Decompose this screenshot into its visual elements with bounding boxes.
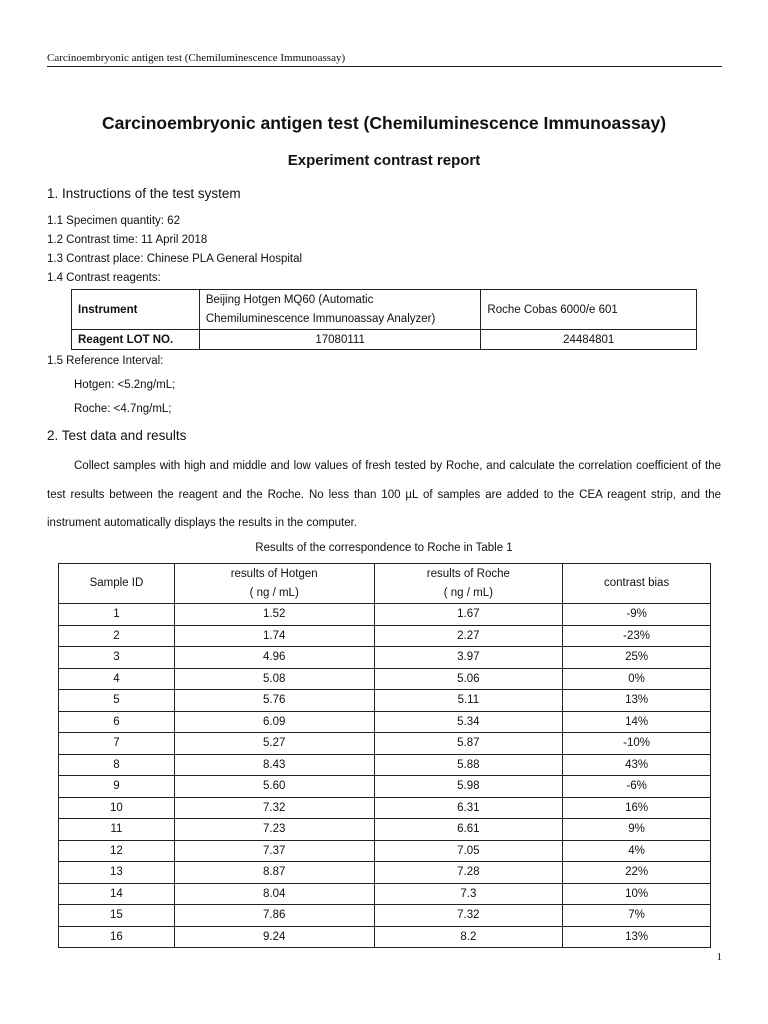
table-row [59,754,711,776]
cell-roche-result: 5.11 [374,690,563,712]
table-row [59,883,711,905]
cell-sample-id: 13 [59,862,175,884]
cell-sample-id: 15 [59,905,175,927]
header-sample-id: Sample ID [59,564,175,604]
cell-roche-result: 6.31 [374,797,563,819]
page-number: 1 [716,951,722,963]
cell-hotgen-result: 6.09 [174,711,374,733]
cell-contrast-bias: -23% [563,625,711,647]
hotgen-instrument-line2: Chemiluminescence Immunoassay Analyzer) [205,312,436,325]
cell-roche-result: 2.27 [374,625,563,647]
section-2-heading: 2. Test data and results [47,428,187,443]
table-row [59,690,711,712]
cell-hotgen-result: 8.87 [174,862,374,884]
cell-hotgen-result: 8.43 [174,754,374,776]
table-row [59,711,711,733]
table-row [59,668,711,690]
cell-sample-id: 12 [59,840,175,862]
cell-hotgen-result: 5.76 [174,690,374,712]
cell-roche-result: 3.97 [374,647,563,669]
cell-roche-result: 7.05 [374,840,563,862]
cell-contrast-bias: -10% [563,733,711,755]
cell-hotgen-result: 9.24 [174,926,374,948]
item-contrast-reagents: 1.4 Contrast reagents: [47,272,161,284]
header-roche [374,564,563,604]
cell-hotgen-result: 5.60 [174,776,374,798]
cell-contrast-bias: 10% [563,883,711,905]
roche-instrument: Roche Cobas 6000/e 601 [481,290,697,330]
cell-hotgen-result: 7.37 [174,840,374,862]
cell-hotgen-result: 7.86 [174,905,374,927]
cell-hotgen-result: 5.27 [174,733,374,755]
cell-contrast-bias: 43% [563,754,711,776]
cell-hotgen-result: 4.96 [174,647,374,669]
lot-label: Reagent LOT NO. [72,330,200,350]
cell-roche-result: 8.2 [374,926,563,948]
cell-hotgen-result: 7.32 [174,797,374,819]
cell-roche-result: 5.88 [374,754,563,776]
reference-hotgen: Hotgen: <5.2ng/mL; [74,379,176,391]
results-table-body [59,604,711,948]
cell-roche-result: 5.06 [374,668,563,690]
table-row [59,926,711,948]
table-row [59,733,711,755]
cell-sample-id: 1 [59,604,175,626]
cell-contrast-bias: 9% [563,819,711,841]
reference-interval-label: 1.5 Reference Interval: [47,355,164,367]
cell-sample-id: 14 [59,883,175,905]
section-1-heading: 1. Instructions of the test system [47,186,241,201]
item-contrast-time: 1.2 Contrast time: 11 April 2018 [47,234,208,246]
roche-lot: 24484801 [481,330,697,350]
cell-contrast-bias: 14% [563,711,711,733]
cell-contrast-bias: 13% [563,690,711,712]
cell-hotgen-result: 5.08 [174,668,374,690]
cell-contrast-bias: 22% [563,862,711,884]
cell-sample-id: 16 [59,926,175,948]
hotgen-lot: 17080111 [199,330,481,350]
table-row [59,840,711,862]
header-contrast-bias: contrast bias [563,564,711,604]
cell-contrast-bias: 4% [563,840,711,862]
cell-hotgen-result: 7.23 [174,819,374,841]
reagent-table-row-lot [72,330,697,350]
table-row [59,647,711,669]
header-roche-line2: ( ng / mL) [443,586,493,599]
table-row [59,625,711,647]
running-header: Carcinoembryonic antigen test (Chemiluminescence Immunoassay) [47,51,722,67]
cell-contrast-bias: 0% [563,668,711,690]
instrument-label: Instrument [72,290,200,330]
table-row [59,819,711,841]
cell-roche-result: 6.61 [374,819,563,841]
cell-roche-result: 5.34 [374,711,563,733]
hotgen-instrument-line1: Beijing Hotgen MQ60 (Automatic [205,293,374,306]
document-subtitle: Experiment contrast report [287,152,481,169]
section-2-paragraph: Collect samples with high and middle and low values of fresh tested by Roche, and calculate the correlation coefficient of the test results between the reagent and the Roche. No less than 100 µL of samples are added to the CEA reagent strip, and the instrument automatically displays the results in the computer. [47,460,721,529]
item-contrast-place: 1.3 Contrast place: Chinese PLA General Hospital [47,253,303,265]
cell-contrast-bias: 7% [563,905,711,927]
cell-contrast-bias: 25% [563,647,711,669]
cell-contrast-bias: -9% [563,604,711,626]
cell-roche-result: 7.32 [374,905,563,927]
cell-hotgen-result: 1.74 [174,625,374,647]
cell-roche-result: 7.28 [374,862,563,884]
cell-contrast-bias: 13% [563,926,711,948]
results-table [58,563,711,948]
cell-roche-result: 7.3 [374,883,563,905]
header-hotgen [174,564,374,604]
cell-sample-id: 8 [59,754,175,776]
table-row [59,776,711,798]
header-hotgen-line1: results of Hotgen [230,567,318,580]
hotgen-instrument [199,290,481,330]
reference-roche: Roche: <4.7ng/mL; [74,403,172,415]
cell-contrast-bias: -6% [563,776,711,798]
cell-sample-id: 3 [59,647,175,669]
document-title: Carcinoembryonic antigen test (Chemiluminescence Immunoassay) [101,113,667,133]
cell-sample-id: 6 [59,711,175,733]
cell-roche-result: 5.87 [374,733,563,755]
header-roche-line1: results of Roche [426,567,510,580]
table-row [59,604,711,626]
cell-sample-id: 4 [59,668,175,690]
cell-sample-id: 11 [59,819,175,841]
cell-sample-id: 10 [59,797,175,819]
results-table-header-row [59,564,711,604]
cell-sample-id: 2 [59,625,175,647]
reagent-table-row-instrument [72,290,697,330]
cell-roche-result: 5.98 [374,776,563,798]
cell-sample-id: 7 [59,733,175,755]
table-row [59,862,711,884]
item-specimen-quantity: 1.1 Specimen quantity: 62 [47,215,180,227]
reagent-table [71,289,697,350]
table-row [59,905,711,927]
cell-roche-result: 1.67 [374,604,563,626]
table-caption: Results of the correspondence to Roche in Table 1 [255,542,513,554]
header-hotgen-line2: ( ng / mL) [249,586,299,599]
cell-hotgen-result: 1.52 [174,604,374,626]
cell-sample-id: 9 [59,776,175,798]
cell-hotgen-result: 8.04 [174,883,374,905]
cell-sample-id: 5 [59,690,175,712]
table-row [59,797,711,819]
cell-contrast-bias: 16% [563,797,711,819]
